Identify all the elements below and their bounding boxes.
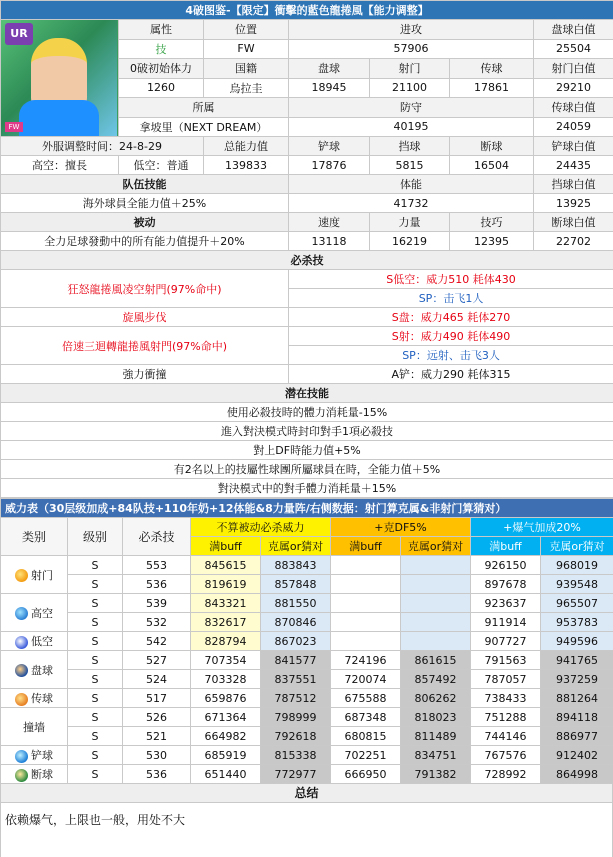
team-skill-text: 海外球員全能力值＋25% (1, 194, 289, 213)
technique-value: 12395 (450, 232, 534, 251)
value-cell: 883843 (261, 556, 331, 575)
value-cell: 832617 (191, 613, 261, 632)
pass-white-value: 24059 (534, 117, 613, 137)
potential-header: 潜在技能 (1, 384, 613, 403)
attr-value: 技 (119, 39, 204, 59)
value-cell: 819619 (191, 575, 261, 594)
level-cell: S (68, 765, 123, 784)
player-card-image (1, 20, 119, 137)
value-cell: 894118 (541, 708, 613, 727)
skill-cell: 524 (123, 670, 191, 689)
skill-cell: 527 (123, 651, 191, 670)
defense-value: 40195 (289, 117, 534, 137)
group-base: 不算被动必杀威力 (191, 518, 331, 537)
value-cell: 939548 (541, 575, 613, 594)
skill-cell: 521 (123, 727, 191, 746)
value-cell: 818023 (401, 708, 471, 727)
value-cell (331, 632, 401, 651)
pass-label: 传球 (450, 59, 534, 79)
page-title: 4破图鉴-【限定】衝擊的藍色龍捲風【能力调整】 (1, 1, 613, 20)
value-cell: 907727 (471, 632, 541, 651)
value-cell (401, 613, 471, 632)
value-cell: 720074 (331, 670, 401, 689)
value-cell: 798999 (261, 708, 331, 727)
shoot-label: 射门 (370, 59, 450, 79)
value-cell: 837551 (261, 670, 331, 689)
value-cell: 738433 (471, 689, 541, 708)
value-cell: 664982 (191, 727, 261, 746)
value-cell: 841577 (261, 651, 331, 670)
skill-cell: 542 (123, 632, 191, 651)
special-skill-name: 旋風步伐 (1, 308, 289, 327)
sub-full-buff: 满buff (471, 537, 541, 556)
value-cell: 912402 (541, 746, 613, 765)
special-skill-name: 倍速三迴轉龍捲風射門(97%命中) (1, 327, 289, 365)
value-cell: 897678 (471, 575, 541, 594)
value-cell: 787512 (261, 689, 331, 708)
team-label: 所属 (119, 98, 289, 118)
total-value: 139833 (204, 156, 289, 175)
value-cell: 834751 (401, 746, 471, 765)
intercept-white-value: 22702 (534, 232, 613, 251)
skill-cell: 517 (123, 689, 191, 708)
dribble-value: 18945 (289, 78, 370, 98)
table-row (1, 689, 613, 708)
value-cell (401, 594, 471, 613)
skill-cell: 536 (123, 575, 191, 594)
power-table (0, 498, 613, 784)
passive-text: 全力足球發動中的所有能力值提升＋20% (1, 232, 289, 251)
dribble-white-value: 25504 (534, 39, 613, 59)
table-row (1, 727, 613, 746)
value-cell (331, 575, 401, 594)
shoot-icon (15, 569, 28, 582)
col-skill: 必杀技 (123, 518, 191, 556)
block-white-value: 13925 (534, 194, 613, 213)
value-cell: 923637 (471, 594, 541, 613)
value-cell: 675588 (331, 689, 401, 708)
low-ball-icon (15, 636, 28, 649)
col-level: 级别 (68, 518, 123, 556)
sub-full-buff: 满buff (191, 537, 261, 556)
table-row (1, 632, 613, 651)
value-cell: 772977 (261, 765, 331, 784)
position-label: 位置 (204, 20, 289, 40)
level-cell: S (68, 746, 123, 765)
shoot-white-label: 射门白值 (534, 59, 613, 79)
category-cell: 铲球 (1, 746, 68, 765)
value-cell: 941765 (541, 651, 613, 670)
category-cell: 盘球 (1, 651, 68, 689)
skill-cell: 553 (123, 556, 191, 575)
value-cell: 828794 (191, 632, 261, 651)
speed-label: 速度 (289, 213, 370, 232)
value-cell: 703328 (191, 670, 261, 689)
high-ball-icon (15, 607, 28, 620)
value-cell: 968019 (541, 556, 613, 575)
value-cell: 791563 (471, 651, 541, 670)
block-label: 挡球 (370, 137, 450, 156)
pass-icon (15, 693, 28, 706)
skill-cell: 532 (123, 613, 191, 632)
group-df: +克DF5% (331, 518, 471, 537)
value-cell: 707354 (191, 651, 261, 670)
table-row (1, 651, 613, 670)
low-aerial: 低空：普通 (119, 156, 204, 175)
value-cell: 791382 (401, 765, 471, 784)
value-cell: 685919 (191, 746, 261, 765)
passive-header: 被动 (1, 213, 289, 232)
skill-cell: 526 (123, 708, 191, 727)
stamina-value: 1260 (119, 78, 204, 98)
high-aerial: 高空：擅長 (1, 156, 119, 175)
special-skill-sp: SP：击飞1人 (289, 289, 613, 308)
table-row (1, 556, 613, 575)
value-cell: 651440 (191, 765, 261, 784)
shoot-white-value: 29210 (534, 78, 613, 98)
value-cell: 806262 (401, 689, 471, 708)
rarity-badge: UR (5, 23, 33, 45)
physical-label: 体能 (289, 175, 534, 194)
value-cell: 666950 (331, 765, 401, 784)
tackle-value: 17876 (289, 156, 370, 175)
level-cell: S (68, 575, 123, 594)
position-badge: FW (5, 122, 23, 132)
power-value: 16219 (370, 232, 450, 251)
value-cell: 787057 (471, 670, 541, 689)
value-cell (331, 594, 401, 613)
block-white-label: 挡球白值 (534, 175, 613, 194)
tackle-white-label: 铲球白值 (534, 137, 613, 156)
category-cell: 高空 (1, 594, 68, 632)
total-label: 总能力值 (204, 137, 289, 156)
power-label: 力量 (370, 213, 450, 232)
value-cell: 792618 (261, 727, 331, 746)
level-cell: S (68, 556, 123, 575)
value-cell: 881264 (541, 689, 613, 708)
special-header: 必杀技 (1, 251, 613, 270)
position-value: FW (204, 39, 289, 59)
category-cell: 断球 (1, 765, 68, 784)
level-cell: S (68, 689, 123, 708)
technique-label: 技巧 (450, 213, 534, 232)
intercept-value: 16504 (450, 156, 534, 175)
value-cell: 659876 (191, 689, 261, 708)
table-row (1, 575, 613, 594)
tackle-white-value: 24435 (534, 156, 613, 175)
defense-label: 防守 (289, 98, 534, 118)
category-cell: 射门 (1, 556, 68, 594)
value-cell (331, 613, 401, 632)
special-skill-sp: SP：远射、击飞3人 (289, 346, 613, 365)
table-row (1, 613, 613, 632)
block-value: 5815 (370, 156, 450, 175)
level-cell: S (68, 670, 123, 689)
value-cell (401, 556, 471, 575)
special-skill-effect: A铲：威力290 耗体315 (289, 365, 613, 384)
value-cell: 767576 (471, 746, 541, 765)
value-cell: 926150 (471, 556, 541, 575)
sub-full-buff: 满buff (331, 537, 401, 556)
value-cell: 937259 (541, 670, 613, 689)
level-cell: S (68, 594, 123, 613)
potential-skill: 對決模式中的對手體力消耗量＋15% (1, 479, 613, 498)
value-cell: 861615 (401, 651, 471, 670)
attack-label: 进攻 (289, 20, 534, 40)
table-row (1, 765, 613, 784)
skill-cell: 530 (123, 746, 191, 765)
value-cell: 864998 (541, 765, 613, 784)
category-cell: 撞墙 (1, 708, 68, 746)
value-cell (331, 556, 401, 575)
value-cell: 744146 (471, 727, 541, 746)
value-cell: 870846 (261, 613, 331, 632)
special-skill-effect: S低空：威力510 耗体430 (289, 270, 613, 289)
sub-counter: 克属or猜对 (401, 537, 471, 556)
skill-cell: 539 (123, 594, 191, 613)
power-table-title: 威力表（30层级加成+84队技+110年奶+12体能&8力量阵/右侧数据：射门算克属&非射门算猜对） (1, 499, 613, 518)
stamina-label: 0破初始体力 (119, 59, 204, 79)
value-cell: 881550 (261, 594, 331, 613)
nation-label: 国籍 (204, 59, 289, 79)
value-cell: 811489 (401, 727, 471, 746)
value-cell: 857848 (261, 575, 331, 594)
level-cell: S (68, 651, 123, 670)
team-value: 拿坡里（NEXT DREAM） (119, 117, 289, 137)
level-cell: S (68, 708, 123, 727)
value-cell: 680815 (331, 727, 401, 746)
dribble-icon (15, 664, 28, 677)
value-cell: 953783 (541, 613, 613, 632)
adjust-time: 外服调整时间：24-8-29 (1, 137, 204, 156)
group-burst: +爆气加成20% (471, 518, 613, 537)
sub-counter: 克属or猜对 (541, 537, 613, 556)
value-cell: 845615 (191, 556, 261, 575)
value-cell: 724196 (331, 651, 401, 670)
attr-label: 属性 (119, 20, 204, 40)
category-cell: 传球 (1, 689, 68, 708)
category-cell: 低空 (1, 632, 68, 651)
value-cell: 911914 (471, 613, 541, 632)
table-row (1, 594, 613, 613)
level-cell: S (68, 632, 123, 651)
tackle-label: 铲球 (289, 137, 370, 156)
nation-value: 烏拉圭 (204, 78, 289, 98)
pass-white-label: 传球白值 (534, 98, 613, 118)
shoot-value: 21100 (370, 78, 450, 98)
potential-skill: 使用必殺技時的體力消耗量-15% (1, 403, 613, 422)
value-cell: 687348 (331, 708, 401, 727)
value-cell: 815338 (261, 746, 331, 765)
pass-value: 17861 (450, 78, 534, 98)
special-skill-effect: S盘：威力465 耗体270 (289, 308, 613, 327)
value-cell: 671364 (191, 708, 261, 727)
intercept-icon (15, 769, 28, 782)
speed-value: 13118 (289, 232, 370, 251)
value-cell: 857492 (401, 670, 471, 689)
dribble-label: 盘球 (289, 59, 370, 79)
intercept-label: 断球 (450, 137, 534, 156)
value-cell: 702251 (331, 746, 401, 765)
value-cell: 949596 (541, 632, 613, 651)
value-cell: 843321 (191, 594, 261, 613)
skill-cell: 536 (123, 765, 191, 784)
col-type: 类别 (1, 518, 68, 556)
table-row (1, 746, 613, 765)
summary-header: 总结 (0, 784, 613, 803)
value-cell: 965507 (541, 594, 613, 613)
value-cell: 728992 (471, 765, 541, 784)
value-cell (401, 575, 471, 594)
special-skill-name: 狂怒龍捲風凌空射門(97%命中) (1, 270, 289, 308)
special-skill-effect: S射：威力490 耗体490 (289, 327, 613, 346)
potential-skill: 進入對決模式時封印對手1項必殺技 (1, 422, 613, 441)
intercept-white-label: 断球白值 (534, 213, 613, 232)
value-cell (401, 632, 471, 651)
tackle-icon (15, 750, 28, 763)
potential-skill: 有2名以上的技屬性球團所屬球員在時，全能力值＋5% (1, 460, 613, 479)
physical-value: 41732 (289, 194, 534, 213)
special-skill-name: 強力衝撞 (1, 365, 289, 384)
value-cell: 751288 (471, 708, 541, 727)
team-skill-header: 队伍技能 (1, 175, 289, 194)
sub-counter: 克属or猜对 (261, 537, 331, 556)
value-cell: 867023 (261, 632, 331, 651)
dribble-white-label: 盘球白值 (534, 20, 613, 40)
value-cell: 886977 (541, 727, 613, 746)
table-row (1, 670, 613, 689)
potential-skill: 對上DF時能力值+5% (1, 441, 613, 460)
table-row (1, 708, 613, 727)
level-cell: S (68, 613, 123, 632)
level-cell: S (68, 727, 123, 746)
attack-value: 57906 (289, 39, 534, 59)
summary-text: 依赖爆气，上限也一般，用处不大 (0, 803, 613, 857)
